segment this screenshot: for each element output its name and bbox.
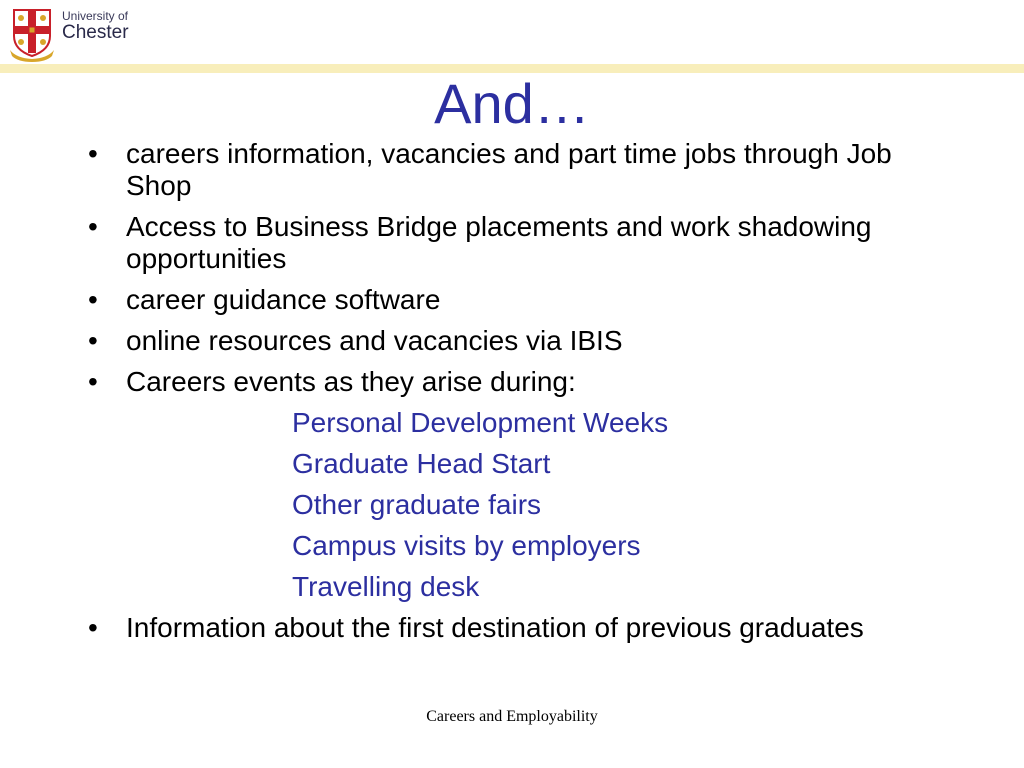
slide-title: And… <box>434 72 590 135</box>
bullet-text: careers information, vacancies and part time jobs through Job Shop <box>126 138 892 201</box>
bullet-dot: • <box>88 211 98 242</box>
bullet-dot: • <box>88 138 98 169</box>
sub-list-container <box>80 407 960 603</box>
bullet-dot: • <box>88 325 98 356</box>
bullet-text: Careers events as they arise during: <box>126 366 576 397</box>
event-item: Personal Development Weeks <box>292 407 669 438</box>
logo-line2: Chester <box>62 22 129 43</box>
bullet-item <box>80 211 960 275</box>
bullet-dot: • <box>88 612 98 643</box>
bullet-item <box>80 284 960 316</box>
logo-line1: University of <box>62 9 129 23</box>
bullet-item <box>80 325 960 357</box>
bullet-list <box>80 138 960 653</box>
bullet-item <box>80 138 960 202</box>
event-item: Other graduate fairs <box>292 489 542 520</box>
event-sub-list <box>80 407 960 603</box>
bullet-text: Information about the first destination of previous graduates <box>126 612 864 643</box>
logo-text <box>62 10 129 42</box>
slide-footer: Careers and Employability <box>426 708 598 725</box>
bullet-text: online resources and vacancies via IBIS <box>126 325 623 356</box>
bullet-item <box>80 366 960 398</box>
university-crest-icon <box>6 6 58 62</box>
bullet-dot: • <box>88 284 98 315</box>
university-logo <box>6 6 146 62</box>
event-item: Travelling desk <box>292 571 480 602</box>
event-item: Graduate Head Start <box>292 448 551 479</box>
event-item: Campus visits by employers <box>292 530 641 561</box>
bullet-text: Access to Business Bridge placements and work shadowing opportunities <box>126 211 872 274</box>
bullet-text: career guidance software <box>126 284 441 315</box>
bullet-dot: • <box>88 366 98 397</box>
bullet-item <box>80 612 960 644</box>
